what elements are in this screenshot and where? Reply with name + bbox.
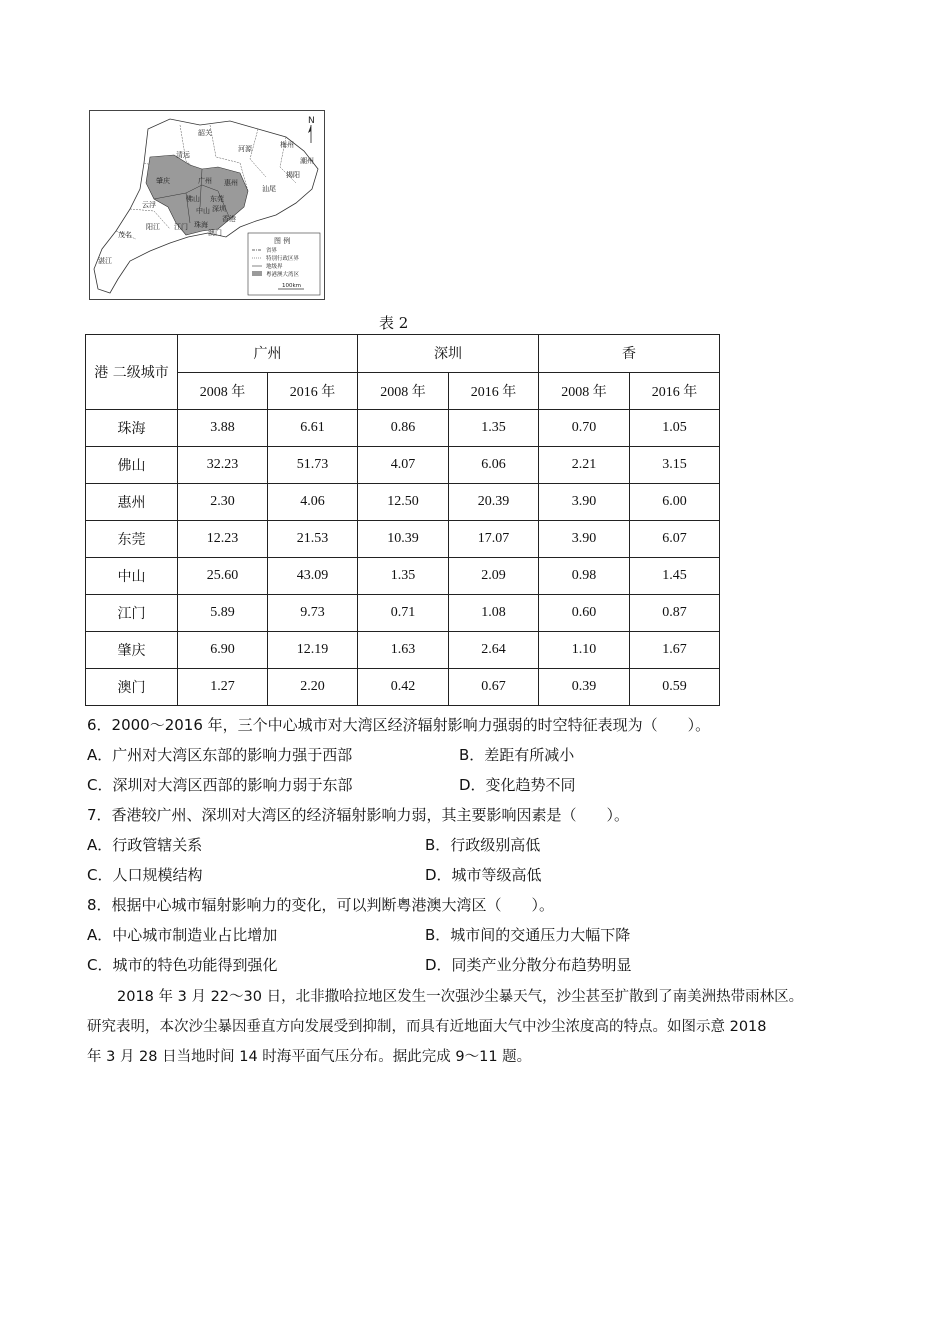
year-header: 2016 年 bbox=[630, 372, 720, 410]
scale-label: 100km bbox=[282, 283, 302, 289]
value-cell: 51.73 bbox=[268, 447, 358, 484]
value-cell: 32.23 bbox=[178, 447, 268, 484]
value-cell: 6.90 bbox=[178, 632, 268, 669]
map-label: 深圳 bbox=[212, 205, 226, 213]
corner-label: 港 二级城市 bbox=[94, 365, 169, 381]
legend-title: 图 例 bbox=[274, 237, 291, 245]
value-cell: 21.53 bbox=[268, 521, 358, 558]
map-label: 广州 bbox=[198, 177, 212, 185]
map-label: 肇庆 bbox=[156, 177, 170, 185]
table-row bbox=[86, 669, 720, 706]
year-header: 2008 年 bbox=[178, 372, 268, 410]
map-label: 江门 bbox=[174, 223, 188, 231]
map-label: 香港 bbox=[222, 215, 236, 223]
value-cell: 6.00 bbox=[630, 484, 720, 521]
year-header: 2008 年 bbox=[539, 372, 630, 410]
q6-option-d: D．变化趋势不同 bbox=[459, 776, 576, 794]
question-6: 6．2000～2016 年，三个中心城市对大湾区经济辐射影响力强弱的时空特征表现为（ ）。 bbox=[87, 716, 711, 734]
value-cell: 10.39 bbox=[358, 521, 449, 558]
value-cell: 25.60 bbox=[178, 558, 268, 595]
value-cell: 0.98 bbox=[539, 558, 630, 595]
value-cell: 20.39 bbox=[449, 484, 539, 521]
city-cell: 佛山 bbox=[86, 447, 178, 484]
center-header: 香 bbox=[539, 335, 720, 373]
passage-line-1: 2018 年 3 月 22～30 日，北非撒哈拉地区发生一次强沙尘暴天气，沙尘甚至扩散到了南美洲热带雨林区。 bbox=[117, 989, 804, 1005]
value-cell: 12.23 bbox=[178, 521, 268, 558]
q6-option-b: B．差距有所减小 bbox=[459, 746, 575, 764]
value-cell: 0.71 bbox=[358, 595, 449, 632]
q8-option-d: D．同类产业分散分布趋势明显 bbox=[425, 956, 632, 974]
table-row bbox=[86, 447, 720, 484]
map-label: 佛山 bbox=[186, 195, 200, 203]
q7-option-b: B．行政级别高低 bbox=[425, 836, 541, 854]
value-cell: 0.70 bbox=[539, 410, 630, 447]
value-cell: 4.07 bbox=[358, 447, 449, 484]
data-table bbox=[85, 334, 720, 706]
q6-option-c: C．深圳对大湾区西部的影响力弱于东部 bbox=[87, 776, 353, 794]
passage-line-3: 年 3 月 28 日当地时间 14 时海平面气压分布。据此完成 9～11 题。 bbox=[87, 1049, 532, 1065]
question-7: 7．香港较广州、深圳对大湾区的经济辐射影响力弱，其主要影响因素是（ ）。 bbox=[87, 806, 630, 824]
map-label: 清远 bbox=[176, 151, 190, 159]
value-cell: 4.06 bbox=[268, 484, 358, 521]
question-8: 8．根据中心城市辐射影响力的变化，可以判断粤港澳大湾区（ ）。 bbox=[87, 896, 555, 914]
value-cell: 2.64 bbox=[449, 632, 539, 669]
q8-option-a: A．中心城市制造业占比增加 bbox=[87, 926, 278, 944]
map-label: 梅州 bbox=[280, 141, 294, 149]
legend-item: 地级界 bbox=[266, 264, 283, 270]
value-cell: 1.35 bbox=[449, 410, 539, 447]
year-header: 2008 年 bbox=[358, 372, 449, 410]
city-cell: 澳门 bbox=[86, 669, 178, 706]
q7-option-d: D．城市等级高低 bbox=[425, 866, 542, 884]
value-cell: 3.15 bbox=[630, 447, 720, 484]
value-cell: 2.09 bbox=[449, 558, 539, 595]
city-cell: 肇庆 bbox=[86, 632, 178, 669]
value-cell: 1.27 bbox=[178, 669, 268, 706]
value-cell: 1.45 bbox=[630, 558, 720, 595]
table-row bbox=[86, 595, 720, 632]
q6-option-a: A．广州对大湾区东部的影响力强于西部 bbox=[87, 746, 353, 764]
value-cell: 2.30 bbox=[178, 484, 268, 521]
value-cell: 6.07 bbox=[630, 521, 720, 558]
map-label: 珠海 bbox=[194, 221, 208, 229]
city-cell: 东莞 bbox=[86, 521, 178, 558]
center-header: 广州 bbox=[178, 335, 358, 373]
table-title: 表 2 bbox=[379, 314, 409, 332]
q8-option-c: C．城市的特色功能得到强化 bbox=[87, 956, 278, 974]
q8-option-b: B．城市间的交通压力大幅下降 bbox=[425, 926, 631, 944]
table-row bbox=[86, 558, 720, 595]
north-label: N bbox=[308, 116, 315, 126]
legend-item: 省界 bbox=[266, 248, 278, 254]
map-label: 湛江 bbox=[98, 257, 112, 265]
value-cell: 0.60 bbox=[539, 595, 630, 632]
map-label: 潮州 bbox=[300, 157, 314, 165]
guangdong-map bbox=[89, 110, 325, 300]
passage-line-2: 研究表明，本次沙尘暴因垂直方向发展受到抑制，而具有近地面大气中沙尘浓度高的特点。如图示意 2018 bbox=[87, 1019, 767, 1035]
value-cell: 0.39 bbox=[539, 669, 630, 706]
map-label: 惠州 bbox=[224, 179, 238, 187]
legend-item: 特别行政区界 bbox=[266, 256, 300, 262]
table-row bbox=[86, 521, 720, 558]
value-cell: 43.09 bbox=[268, 558, 358, 595]
value-cell: 2.20 bbox=[268, 669, 358, 706]
value-cell: 0.67 bbox=[449, 669, 539, 706]
map-label: 阳江 bbox=[146, 223, 160, 231]
table-row bbox=[86, 632, 720, 669]
table-row bbox=[86, 410, 720, 447]
map-label: 韶关 bbox=[198, 129, 212, 137]
corner-header bbox=[86, 335, 178, 410]
value-cell: 5.89 bbox=[178, 595, 268, 632]
value-cell: 1.08 bbox=[449, 595, 539, 632]
value-cell: 0.59 bbox=[630, 669, 720, 706]
q7-option-c: C．人口规模结构 bbox=[87, 866, 203, 884]
value-cell: 1.63 bbox=[358, 632, 449, 669]
value-cell: 1.10 bbox=[539, 632, 630, 669]
map-label: 东莞 bbox=[210, 195, 224, 203]
map-label: 河源 bbox=[238, 145, 252, 153]
center-header: 深圳 bbox=[358, 335, 539, 373]
value-cell: 3.88 bbox=[178, 410, 268, 447]
value-cell: 12.50 bbox=[358, 484, 449, 521]
map-label: 云浮 bbox=[142, 201, 156, 209]
map-label: 揭阳 bbox=[286, 171, 300, 179]
map-label: 茂名 bbox=[118, 231, 132, 239]
city-cell: 江门 bbox=[86, 595, 178, 632]
legend-item: 粤港澳大湾区 bbox=[266, 272, 300, 278]
year-header: 2016 年 bbox=[268, 372, 358, 410]
value-cell: 0.86 bbox=[358, 410, 449, 447]
city-cell: 惠州 bbox=[86, 484, 178, 521]
q7-option-a: A．行政管辖关系 bbox=[87, 836, 203, 854]
map-label: 澳门 bbox=[208, 229, 222, 237]
value-cell: 1.35 bbox=[358, 558, 449, 595]
city-cell: 中山 bbox=[86, 558, 178, 595]
value-cell: 1.05 bbox=[630, 410, 720, 447]
value-cell: 9.73 bbox=[268, 595, 358, 632]
value-cell: 3.90 bbox=[539, 484, 630, 521]
value-cell: 2.21 bbox=[539, 447, 630, 484]
value-cell: 6.61 bbox=[268, 410, 358, 447]
value-cell: 17.07 bbox=[449, 521, 539, 558]
value-cell: 1.67 bbox=[630, 632, 720, 669]
value-cell: 6.06 bbox=[449, 447, 539, 484]
city-cell: 珠海 bbox=[86, 410, 178, 447]
value-cell: 12.19 bbox=[268, 632, 358, 669]
map-label: 汕尾 bbox=[262, 185, 276, 193]
table-row bbox=[86, 484, 720, 521]
year-header: 2016 年 bbox=[449, 372, 539, 410]
map-label: 中山 bbox=[196, 207, 210, 215]
value-cell: 0.87 bbox=[630, 595, 720, 632]
value-cell: 0.42 bbox=[358, 669, 449, 706]
value-cell: 3.90 bbox=[539, 521, 630, 558]
